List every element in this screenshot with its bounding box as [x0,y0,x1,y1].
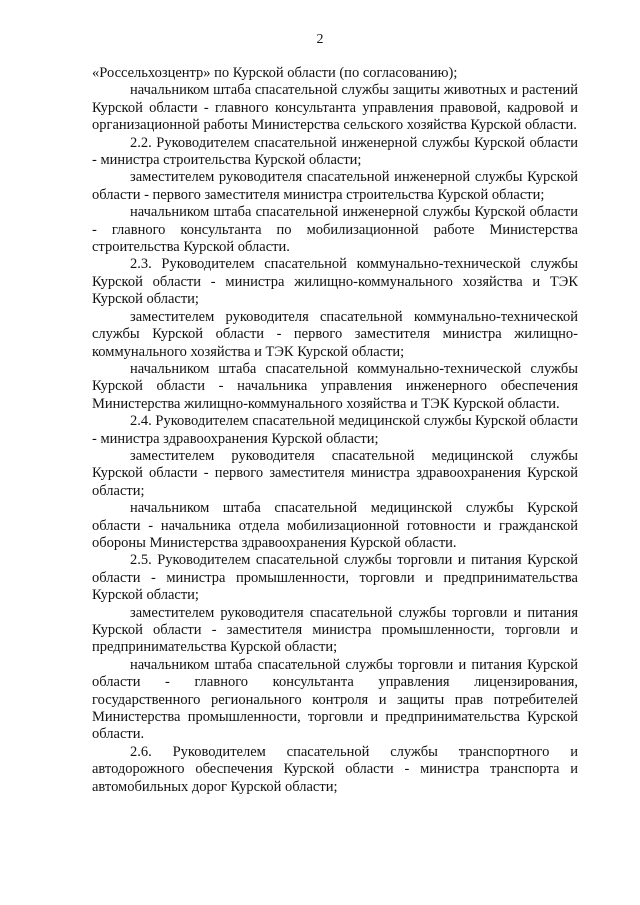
paragraph: заместителем руководителя спасательной коммунально-технической службы Курской области - первого заместителя министра жилищно-коммунального хозяйства и ТЭК Курской области; [92,308,578,360]
paragraph: 2.4. Руководителем спасательной медицинской службы Курской области - министра здравоохранения Курской области; [92,413,578,447]
page-number: 2 [316,32,324,47]
paragraph: 2.2. Руководителем спасательной инженерной службы Курской области - министра строительства Курской области; [92,134,578,169]
paragraph: начальником штаба спасательной службы торговли и питания Курской области - главного консультанта управления лицензирования, государственного регионального контроля и защиты прав потребителей Министерства промышленности, торговли и предпринимательства Курской области. [92,656,578,743]
paragraph: начальником штаба спасательной медицинской службы Курской области - начальника отдела мобилизационной готовности и гражданской обороны Министерства здравоохранения Курской области. [92,500,578,551]
paragraph: начальником штаба спасательной службы защиты животных и растений Курской области - главного консультанта управления правовой, кадровой и организационной работы Министерства сельского хозяйства Курской области. [92,82,578,134]
paragraph: заместителем руководителя спасательной службы торговли и питания Курской области - заместителя министра промышленности, торговли и предпринимательства Курской области; [92,604,578,656]
paragraph: начальником штаба спасательной коммунально-технической службы Курской области - начальника управления инженерного обеспечения Министерства жилищно-коммунального хозяйства и ТЭК Курской области. [92,360,578,412]
paragraph: начальником штаба спасательной инженерной службы Курской области - главного консультанта по мобилизационной работе Министерства строительства Курской области. [92,204,578,256]
document-body [92,65,578,796]
paragraph: «Россельхозцентр» по Курской области (по согласованию); [92,65,458,81]
paragraph: 2.6. Руководителем спасательной службы транспортного и автодорожного обеспечения Курской области - министра транспорта и автомобильных дорог Курской области; [92,743,578,795]
paragraph: заместителем руководителя спасательной медицинской службы Курской области - первого заместителя министра здравоохранения Курской области; [92,447,578,499]
paragraph: заместителем руководителя спасательной инженерной службы Курской области - первого заместителя министра строительства Курской области; [92,169,578,203]
paragraph: 2.5. Руководителем спасательной службы торговли и питания Курской области - министра промышленности, торговли и предпринимательства Курской области; [92,552,578,604]
paragraph: 2.3. Руководителем спасательной коммунально-технической службы Курской области - министра жилищно-коммунального хозяйства и ТЭК Курской области; [92,256,578,308]
